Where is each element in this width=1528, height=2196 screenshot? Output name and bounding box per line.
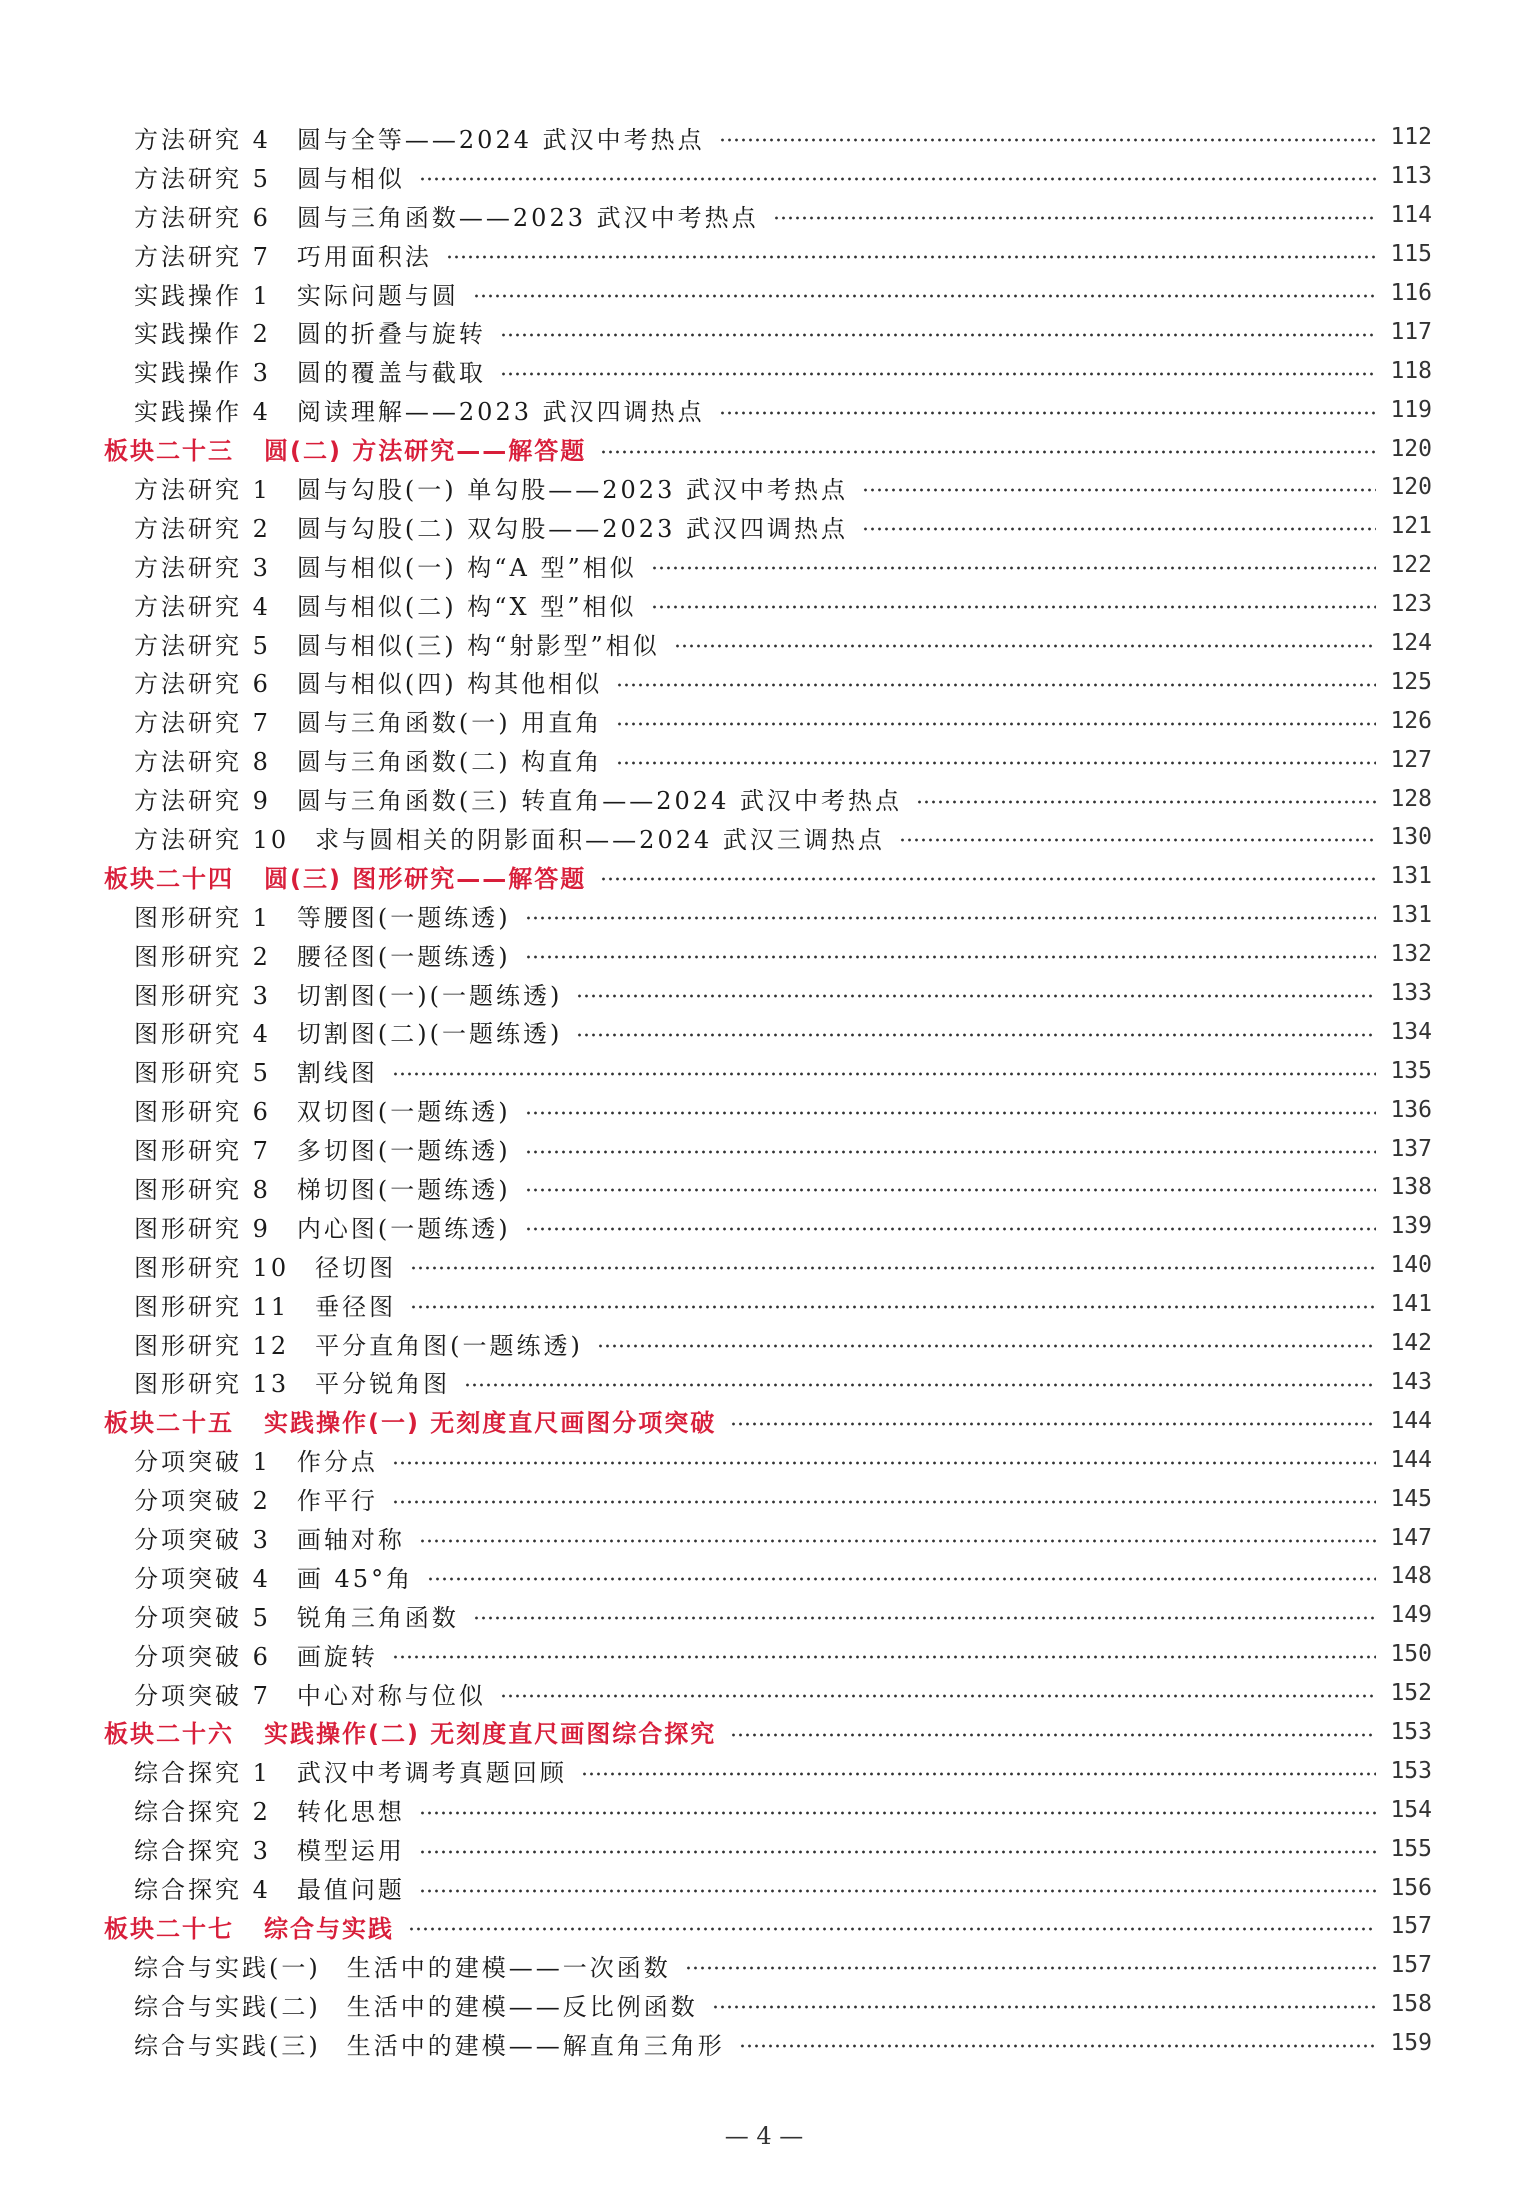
toc-page-number: 136: [1390, 1096, 1432, 1123]
toc-entry-label: 图形研究 2: [134, 942, 271, 971]
toc-entry-label: 分项突破 7: [134, 1681, 271, 1710]
toc-page-number: 156: [1390, 1874, 1432, 1901]
toc-entry-title: 径切图: [315, 1253, 397, 1282]
toc-entry-label: 图形研究 3: [134, 981, 271, 1010]
toc-entry-title: 锐角三角函数: [296, 1603, 459, 1632]
toc-entry[interactable]: [0, 546, 1528, 585]
toc-entry-title: 转化思想: [296, 1798, 405, 1827]
toc-entry-label: 图形研究 8: [134, 1175, 271, 1204]
toc-entry-title: 生活中的建模——一次函数: [346, 1953, 671, 1982]
toc-entry[interactable]: [0, 390, 1528, 429]
toc-entry[interactable]: [0, 1479, 1528, 1518]
dot-leader: [392, 1500, 1376, 1504]
toc-entry-title: 实践操作(一) 无刻度直尺画图分项突破: [264, 1409, 717, 1438]
toc-entry-title: 圆与相似(二) 构“X 型”相似: [296, 592, 637, 621]
toc-page-number: 154: [1390, 1796, 1432, 1823]
toc-entry-title: 多切图(一题练透): [296, 1137, 511, 1166]
toc-entry[interactable]: [0, 818, 1528, 857]
dot-leader: [427, 1577, 1376, 1581]
toc-entry-label: 方法研究 1: [134, 475, 271, 504]
toc-entry-label: 方法研究 4: [134, 592, 271, 621]
toc-entry-label: 实践操作 2: [134, 320, 271, 349]
toc-entry-label: 综合与实践(一): [134, 1953, 321, 1982]
toc-page-number: 134: [1390, 1018, 1432, 1045]
toc-entry-title: 腰径图(一题练透): [296, 942, 511, 971]
toc-entry[interactable]: [0, 351, 1528, 390]
toc-entry[interactable]: [0, 1285, 1528, 1324]
toc-entry[interactable]: [0, 1596, 1528, 1635]
toc-entry[interactable]: [0, 585, 1528, 624]
toc-entry-label: 综合探究 2: [134, 1798, 271, 1827]
toc-entry-title: 内心图(一题练透): [296, 1214, 511, 1243]
toc-entry[interactable]: [0, 1090, 1528, 1129]
toc-page-number: 120: [1390, 474, 1432, 501]
toc-entry[interactable]: [0, 1168, 1528, 1207]
dot-leader: [651, 566, 1376, 570]
toc-entry[interactable]: [0, 1051, 1528, 1090]
toc-entry[interactable]: [0, 1635, 1528, 1674]
toc-entry-title: 平分直角图(一题练透): [315, 1331, 583, 1360]
toc-entry-title: 圆与三角函数(三) 转直角——2024 武汉中考热点: [296, 787, 902, 816]
toc-page-number: 147: [1390, 1524, 1432, 1551]
toc-entry-title: 实践操作(二) 无刻度直尺画图综合探究: [264, 1720, 717, 1749]
dot-leader: [410, 1305, 1376, 1309]
toc-entry-label: 图形研究 12: [134, 1331, 290, 1360]
toc-entry-label: 图形研究 11: [134, 1292, 290, 1321]
toc-entry-label: 图形研究 13: [134, 1370, 290, 1399]
dot-leader: [597, 1344, 1376, 1348]
dot-leader: [730, 1733, 1376, 1737]
toc-page-number: 128: [1390, 785, 1432, 812]
toc-entry[interactable]: [0, 1324, 1528, 1363]
toc-page-number: 142: [1390, 1330, 1432, 1357]
toc-page-number: 122: [1390, 552, 1432, 579]
dot-leader: [916, 800, 1376, 804]
toc-entry[interactable]: [0, 1363, 1528, 1402]
toc-page-number: 150: [1390, 1641, 1432, 1668]
toc-entry-title: 中心对称与位似: [296, 1681, 486, 1710]
toc-page-number: 133: [1390, 980, 1432, 1007]
toc-entry-label: 图形研究 9: [134, 1214, 271, 1243]
toc-entry-title: 圆与勾股(二) 双勾股——2023 武汉四调热点: [296, 514, 848, 543]
dot-leader: [616, 761, 1376, 765]
dot-leader: [500, 372, 1376, 376]
toc-entry-title: 综合与实践: [264, 1914, 394, 1943]
dot-leader: [719, 411, 1376, 415]
dot-leader: [616, 722, 1376, 726]
dot-leader: [392, 1655, 1376, 1659]
toc-entry[interactable]: [0, 1440, 1528, 1479]
toc-entry[interactable]: [0, 974, 1528, 1013]
dot-leader: [651, 605, 1376, 609]
toc-page-number: 132: [1390, 941, 1432, 968]
toc-page-number: 144: [1390, 1407, 1432, 1434]
toc-entry[interactable]: [0, 157, 1528, 196]
toc-entry-label: 方法研究 4: [134, 125, 271, 154]
toc-entry[interactable]: [0, 896, 1528, 935]
toc-entry-title: 等腰图(一题练透): [296, 903, 511, 932]
dot-leader: [473, 1616, 1376, 1620]
dot-leader: [739, 2044, 1376, 2048]
dot-leader: [862, 527, 1376, 531]
dot-leader: [419, 1889, 1376, 1893]
dot-leader: [525, 1227, 1376, 1231]
toc-entry-title: 求与圆相关的阴影面积——2024 武汉三调热点: [315, 825, 885, 854]
toc-entry-label: 方法研究 6: [134, 670, 271, 699]
dot-leader: [525, 916, 1376, 920]
toc-entry-title: 双切图(一题练透): [296, 1098, 511, 1127]
toc-page-number: 131: [1390, 863, 1432, 890]
toc-entry-label: 分项突破 1: [134, 1448, 271, 1477]
toc-entry-title: 最值问题: [296, 1876, 405, 1905]
toc-entry[interactable]: [0, 1674, 1528, 1713]
toc-entry-title: 圆(三) 图形研究——解答题: [264, 864, 587, 893]
toc-entry-label: 分项突破 3: [134, 1526, 271, 1554]
toc-entry[interactable]: [0, 196, 1528, 235]
toc-entry-label: 方法研究 5: [134, 164, 271, 193]
toc-page-number: 120: [1390, 435, 1432, 462]
toc-entry-label: 方法研究 7: [134, 709, 271, 738]
toc-page-number: 135: [1390, 1057, 1432, 1084]
toc-entry-label: 方法研究 10: [134, 825, 290, 854]
toc-page-number: 118: [1390, 357, 1432, 384]
toc-section-heading[interactable]: [0, 1401, 1528, 1440]
toc-page-number: 143: [1390, 1368, 1432, 1395]
toc-entry-title: 割线图: [296, 1059, 378, 1088]
dot-leader: [581, 1772, 1376, 1776]
dot-leader: [685, 1966, 1376, 1970]
toc-page-number: 144: [1390, 1446, 1432, 1473]
dot-leader: [525, 1150, 1376, 1154]
toc-entry-title: 圆与相似(一) 构“A 型”相似: [296, 553, 637, 582]
toc-page-number: 113: [1390, 163, 1432, 190]
dot-leader: [392, 1072, 1376, 1076]
dot-leader: [600, 877, 1376, 881]
toc-page-number: 117: [1390, 318, 1432, 345]
toc-entry[interactable]: [0, 1012, 1528, 1051]
toc-entry-label: 综合探究 3: [134, 1837, 271, 1866]
toc-entry[interactable]: [0, 312, 1528, 351]
toc-entry-title: 生活中的建模——解直角三角形: [346, 2031, 725, 2060]
toc-entry[interactable]: [0, 624, 1528, 663]
toc-entry-label: 图形研究 6: [134, 1098, 271, 1127]
dot-leader: [712, 2005, 1376, 2009]
toc-entry-label: 综合与实践(二): [134, 1992, 321, 2021]
dot-leader: [773, 216, 1376, 220]
toc-entry-title: 垂径图: [315, 1292, 397, 1321]
toc-page-number: 149: [1390, 1602, 1432, 1629]
toc-entry-title: 巧用面积法: [296, 242, 432, 271]
toc-entry-title: 圆的折叠与旋转: [296, 320, 486, 349]
toc-entry[interactable]: [0, 1246, 1528, 1285]
toc-entry[interactable]: [0, 662, 1528, 701]
toc-page-number: 123: [1390, 591, 1432, 618]
toc-entry-title: 圆(二) 方法研究——解答题: [264, 437, 587, 466]
toc-section-heading[interactable]: [0, 1713, 1528, 1752]
toc-page-number: 157: [1390, 1913, 1432, 1940]
toc-page-number: 114: [1390, 202, 1432, 229]
toc-section-heading[interactable]: [0, 1907, 1528, 1946]
toc-page-number: 121: [1390, 513, 1432, 540]
toc-entry[interactable]: [0, 1129, 1528, 1168]
toc-entry-label: 综合探究 1: [134, 1759, 271, 1788]
toc-page-number: 152: [1390, 1680, 1432, 1707]
toc-entry-label: 图形研究 4: [134, 1020, 271, 1049]
toc-entry[interactable]: [0, 1790, 1528, 1829]
toc-page-number: 153: [1390, 1757, 1432, 1784]
toc-entry[interactable]: [0, 507, 1528, 546]
dot-leader: [473, 294, 1376, 298]
dot-leader: [500, 1694, 1376, 1698]
dot-leader: [719, 138, 1376, 142]
toc-entry[interactable]: [0, 235, 1528, 274]
toc-entry-label: 方法研究 6: [134, 203, 271, 232]
dot-leader: [392, 1461, 1376, 1465]
toc-page-number: 126: [1390, 707, 1432, 734]
dot-leader: [419, 177, 1376, 181]
toc-page-number: 124: [1390, 630, 1432, 657]
toc-entry[interactable]: [0, 1829, 1528, 1868]
toc-entry-label: 方法研究 2: [134, 514, 271, 543]
toc-entry-title: 实际问题与圆: [296, 281, 459, 310]
toc-entry-label: 图形研究 5: [134, 1059, 271, 1088]
dot-leader: [600, 450, 1376, 454]
toc-entry-label: 板块二十五: [104, 1409, 234, 1438]
toc-entry[interactable]: [0, 1868, 1528, 1907]
toc-entry-label: 分项突破 5: [134, 1603, 271, 1632]
toc-entry-title: 切割图(二)(一题练透): [296, 1020, 563, 1049]
dot-leader: [446, 255, 1376, 259]
toc-entry-title: 圆与相似: [296, 164, 405, 193]
dot-leader: [525, 955, 1376, 959]
toc-entry[interactable]: [0, 118, 1528, 157]
toc-entry-title: 武汉中考调考真题回顾: [296, 1759, 567, 1788]
toc-entry-title: 切割图(一)(一题练透): [296, 981, 563, 1010]
toc-entry-label: 实践操作 4: [134, 398, 271, 427]
toc-entry[interactable]: [0, 740, 1528, 779]
toc-entry-label: 实践操作 1: [134, 281, 271, 310]
toc-entry-title: 平分锐角图: [315, 1370, 451, 1399]
toc-page-number: 138: [1390, 1174, 1432, 1201]
toc-entry[interactable]: [0, 274, 1528, 313]
toc-section-heading[interactable]: [0, 429, 1528, 468]
toc-entry[interactable]: [0, 1557, 1528, 1596]
toc-entry-title: 圆与三角函数(二) 构直角: [296, 748, 603, 777]
toc-entry-label: 图形研究 7: [134, 1137, 271, 1166]
dot-leader: [464, 1383, 1376, 1387]
toc-entry[interactable]: [0, 2024, 1528, 2063]
toc-entry-title: 作平行: [296, 1487, 378, 1516]
toc-section-heading[interactable]: [0, 857, 1528, 896]
toc-page-number: 112: [1390, 124, 1432, 151]
dot-leader: [899, 838, 1376, 842]
dot-leader: [616, 683, 1376, 687]
toc-page-number: 159: [1390, 2030, 1432, 2057]
toc-entry[interactable]: [0, 468, 1528, 507]
toc-entry[interactable]: [0, 935, 1528, 974]
toc-page-number: 137: [1390, 1135, 1432, 1162]
toc-entry-label: 分项突破 2: [134, 1487, 271, 1516]
toc-page-number: 148: [1390, 1563, 1432, 1590]
toc-page-number: 127: [1390, 746, 1432, 773]
dot-leader: [674, 644, 1376, 648]
dot-leader: [419, 1811, 1376, 1815]
toc-page-number: 141: [1390, 1291, 1432, 1318]
toc-entry[interactable]: [0, 1751, 1528, 1790]
toc-entry-label: 板块二十四: [104, 864, 234, 893]
toc-entry-title: 圆与勾股(一) 单勾股——2023 武汉中考热点: [296, 475, 848, 504]
toc-entry-title: 画 45°角: [296, 1564, 414, 1593]
dot-leader: [730, 1422, 1376, 1426]
toc-entry-title: 阅读理解——2023 武汉四调热点: [296, 398, 705, 427]
toc-page-number: 157: [1390, 1952, 1432, 1979]
toc-entry-label: 方法研究 5: [134, 631, 271, 660]
table-of-contents: [0, 118, 1528, 2063]
dot-leader: [862, 488, 1376, 492]
toc-entry-label: 综合探究 4: [134, 1876, 271, 1905]
toc-entry-title: 圆与相似(三) 构“射影型”相似: [296, 631, 660, 660]
toc-entry-label: 分项突破 4: [134, 1564, 271, 1593]
toc-entry-title: 圆的覆盖与截取: [296, 359, 486, 388]
toc-entry-label: 实践操作 3: [134, 359, 271, 388]
toc-entry-title: 模型运用: [296, 1837, 405, 1866]
toc-entry[interactable]: [0, 779, 1528, 818]
toc-entry[interactable]: [0, 1946, 1528, 1985]
page-number-footer: — 4 —: [724, 2122, 804, 2150]
toc-entry-label: 分项突破 6: [134, 1642, 271, 1671]
toc-entry-label: 方法研究 8: [134, 748, 271, 777]
toc-page-number: 116: [1390, 280, 1432, 306]
toc-page-number: 125: [1390, 668, 1432, 695]
toc-entry-title: 作分点: [296, 1448, 378, 1477]
dot-leader: [525, 1188, 1376, 1192]
toc-entry-label: 方法研究 7: [134, 242, 271, 271]
dot-leader: [500, 333, 1376, 337]
toc-entry-label: 图形研究 10: [134, 1253, 290, 1282]
toc-entry-label: 综合与实践(三): [134, 2031, 321, 2060]
toc-entry[interactable]: [0, 1207, 1528, 1246]
toc-entry-label: 板块二十七: [104, 1914, 234, 1943]
toc-page-number: 130: [1390, 824, 1432, 851]
dot-leader: [419, 1850, 1376, 1854]
toc-entry-title: 圆与全等——2024 武汉中考热点: [296, 125, 705, 154]
toc-entry-title: 生活中的建模——反比例函数: [346, 1992, 698, 2021]
toc-entry-title: 圆与三角函数(一) 用直角: [296, 709, 603, 738]
dot-leader: [525, 1111, 1376, 1115]
toc-entry-label: 板块二十三: [104, 437, 234, 466]
toc-page-number: 119: [1390, 396, 1432, 423]
toc-page-number: 155: [1390, 1835, 1432, 1862]
toc-entry[interactable]: [0, 1985, 1528, 2024]
toc-entry[interactable]: [0, 701, 1528, 740]
toc-page-number: 131: [1390, 902, 1432, 929]
toc-entry[interactable]: [0, 1518, 1528, 1557]
toc-entry-label: 方法研究 9: [134, 787, 271, 816]
toc-page-number: 140: [1390, 1252, 1432, 1279]
dot-leader: [410, 1266, 1376, 1270]
toc-entry-title: 画轴对称: [296, 1526, 405, 1554]
toc-entry-label: 板块二十六: [104, 1720, 234, 1749]
toc-entry-label: 图形研究 1: [134, 903, 271, 932]
dot-leader: [408, 1927, 1376, 1931]
toc-page-number: 139: [1390, 1213, 1432, 1240]
toc-page-number: 115: [1390, 241, 1432, 268]
dot-leader: [576, 994, 1376, 998]
toc-entry-title: 圆与相似(四) 构其他相似: [296, 670, 603, 699]
toc-page-number: 158: [1390, 1991, 1432, 2018]
toc-page-number: 153: [1390, 1718, 1432, 1745]
toc-entry-title: 圆与三角函数——2023 武汉中考热点: [296, 203, 759, 232]
toc-entry-title: 画旋转: [296, 1642, 378, 1671]
toc-entry-label: 方法研究 3: [134, 553, 271, 582]
toc-page-number: 145: [1390, 1485, 1432, 1512]
toc-entry-title: 梯切图(一题练透): [296, 1175, 511, 1204]
dot-leader: [576, 1033, 1376, 1037]
dot-leader: [419, 1539, 1376, 1543]
